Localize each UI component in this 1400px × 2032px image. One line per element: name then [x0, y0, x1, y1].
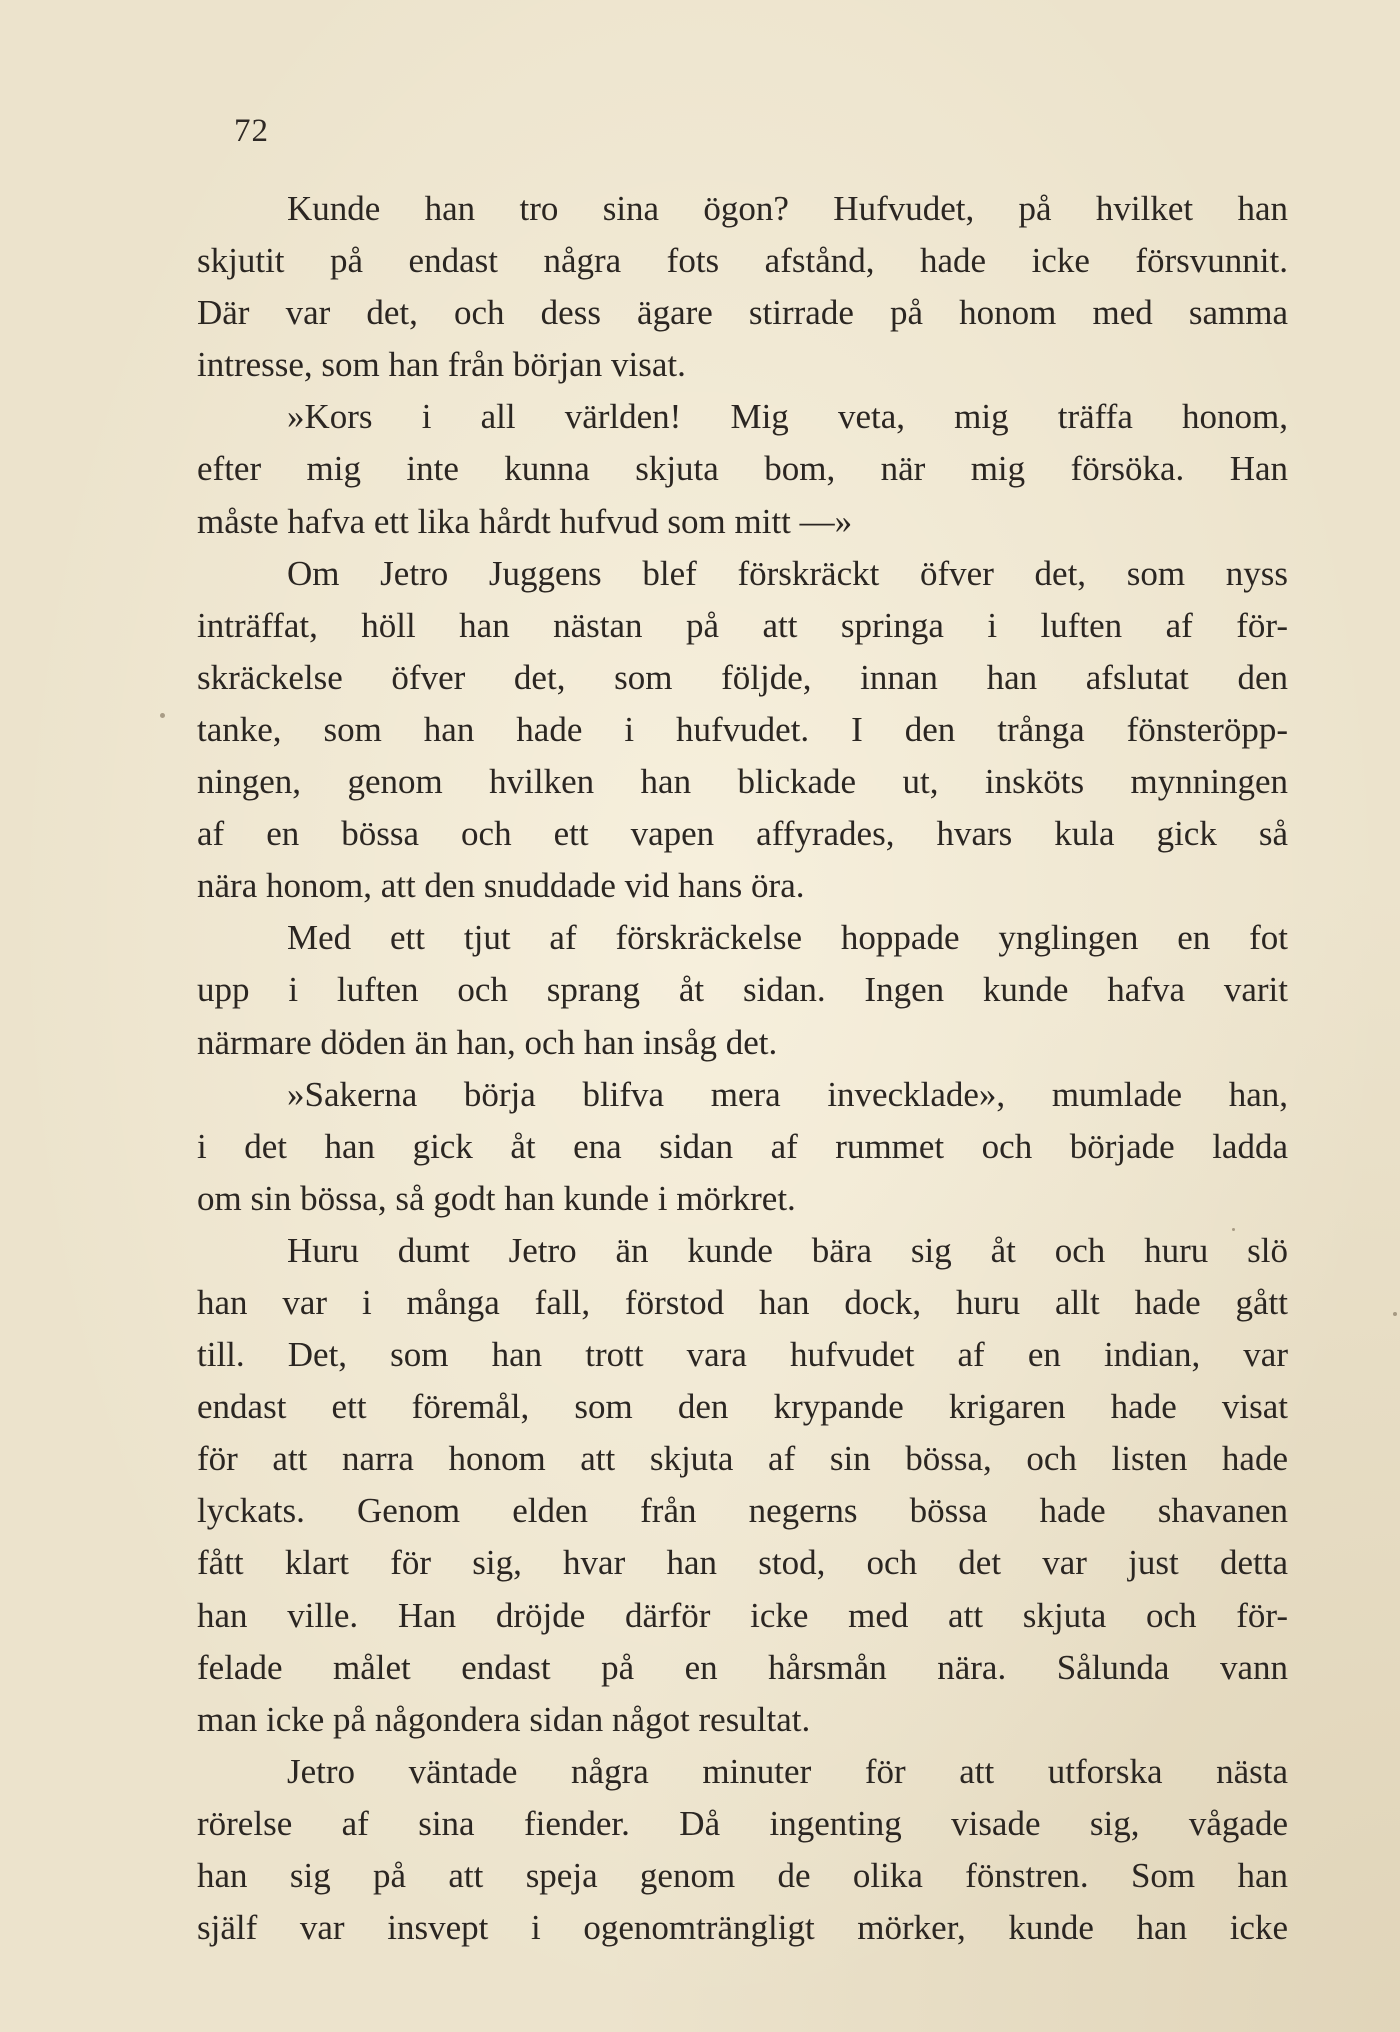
- text-line: endast ett föremål, som den krypande krigaren hade visat: [197, 1387, 1288, 1427]
- text-line: om sin bössa, så godt han kunde i mörkret.: [197, 1178, 796, 1218]
- text-line: till. Det, som han trott vara hufvudet af en indian, var: [197, 1335, 1288, 1375]
- text-line: måste hafva ett lika hårdt hufvud som mitt —»: [197, 501, 853, 541]
- text-line: intresse, som han från början visat.: [197, 345, 686, 385]
- text-line: inträffat, höll han nästan på att springa i luften af för-: [197, 605, 1288, 645]
- text-line: Om Jetro Juggens blef förskräckt öfver det, som nyss: [287, 553, 1288, 593]
- print-speck: [160, 713, 165, 718]
- text-line: Där var det, och dess ägare stirrade på honom med samma: [197, 293, 1288, 333]
- text-line: i det han gick åt ena sidan af rummet och började ladda: [197, 1126, 1288, 1166]
- text-line: Med ett tjut af förskräckelse hoppade ynglingen en fot: [287, 918, 1288, 958]
- text-line: Kunde han tro sina ögon? Hufvudet, på hvilket han: [287, 189, 1288, 228]
- text-line: felade målet endast på en hårsmån nära. Sålunda vann: [197, 1647, 1288, 1687]
- text-line: lyckats. Genom elden från negerns bössa hade shavanen: [197, 1491, 1288, 1531]
- text-line: »Sakerna börja blifva mera invecklade», mumlade han,: [287, 1074, 1288, 1114]
- text-line: nära honom, att den snuddade vid hans öra.: [197, 866, 805, 906]
- page-number: 72: [234, 113, 269, 149]
- text-line: efter mig inte kunna skjuta bom, när mig försöka. Han: [197, 449, 1288, 489]
- text-line: tanke, som han hade i hufvudet. I den trånga fönsteröpp-: [197, 709, 1288, 749]
- text-line: han sig på att speja genom de olika fönstren. Som han: [197, 1856, 1288, 1895]
- text-line: fått klart för sig, hvar han stod, och det var just detta: [197, 1543, 1288, 1583]
- text-line: skräckelse öfver det, som följde, innan han afslutat den: [197, 657, 1288, 697]
- text-line: Jetro väntade några minuter för att utforska nästa: [287, 1751, 1288, 1791]
- text-line: närmare döden än han, och han insåg det.: [197, 1022, 778, 1062]
- text-line: själf var insvept i ogenomträngligt mörker, kunde han icke: [197, 1908, 1288, 1948]
- text-line: upp i luften och sprang åt sidan. Ingen kunde hafva varit: [197, 970, 1288, 1010]
- text-line: »Kors i all världen! Mig veta, mig träffa honom,: [287, 397, 1288, 437]
- text-line: man icke på någondera sidan något resultat.: [197, 1699, 811, 1739]
- text-line: han var i många fall, förstod han dock, huru allt hade gått: [197, 1282, 1288, 1322]
- text-line: han ville. Han dröjde därför icke med att skjuta och för-: [197, 1595, 1288, 1635]
- print-speck: [1232, 1228, 1235, 1231]
- text-line: Huru dumt Jetro än kunde bära sig åt och huru slö: [287, 1230, 1288, 1270]
- body-text: [197, 183, 1288, 1954]
- print-speck: [1393, 1312, 1397, 1316]
- text-line: af en bössa och ett vapen affyrades, hvars kula gick så: [197, 814, 1288, 854]
- text-line: skjutit på endast några fots afstånd, hade icke försvunnit.: [197, 241, 1288, 281]
- text-line: för att narra honom att skjuta af sin bössa, och listen hade: [197, 1439, 1288, 1479]
- text-line: ningen, genom hvilken han blickade ut, insköts mynningen: [197, 762, 1288, 802]
- text-line: rörelse af sina fiender. Då ingenting visade sig, vågade: [197, 1803, 1288, 1843]
